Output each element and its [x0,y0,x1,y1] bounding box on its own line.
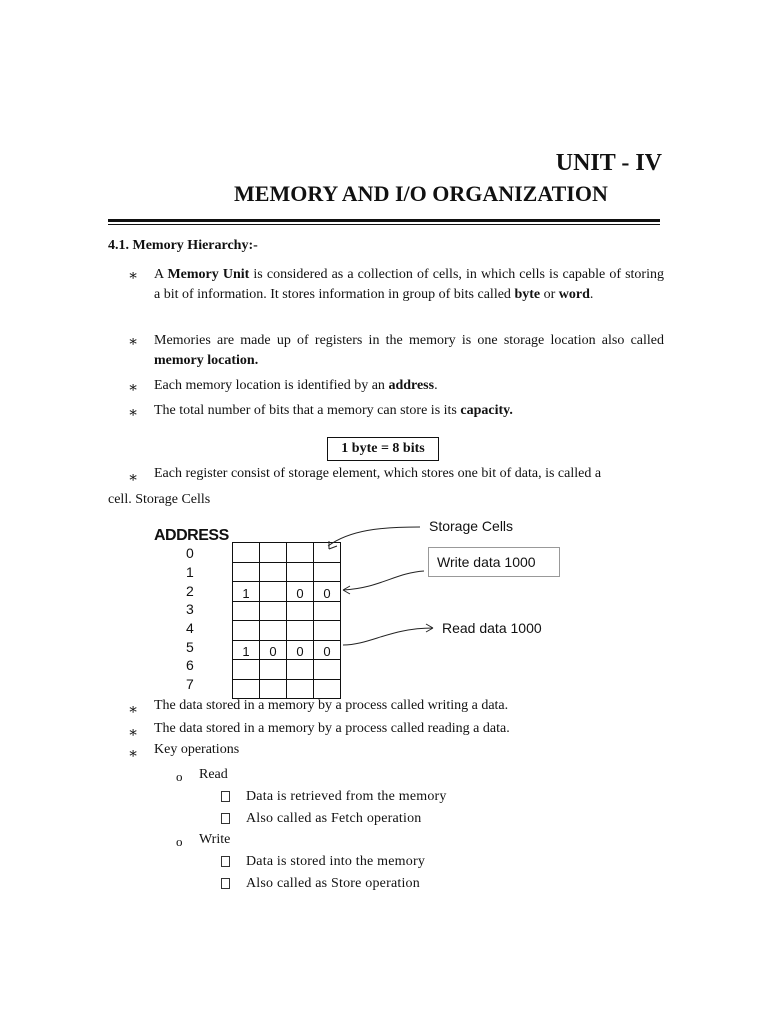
key-operations-bullet: Key operations [154,742,240,757]
address-number: 1 [186,564,194,580]
memory-cell: 0 [314,640,341,660]
memory-cell: 1 [233,582,260,602]
operation-point: Also called as Fetch operation [246,811,422,826]
writing-bullet: The data stored in a memory by a process called writing a data. [154,698,509,713]
memory-cell: 0 [314,582,341,602]
cell-bullet-line2: cell. Storage Cells [108,492,211,507]
memory-cell: 0 [287,640,314,660]
operation-point: Data is retrieved from the memory [246,789,447,804]
address-number: 2 [186,583,194,599]
operation-write: Write [199,832,231,847]
star-bullet-icon: ∗ [128,268,139,284]
formula-box: 1 byte = 8 bits [327,437,439,461]
memory-cell: 1 [233,640,260,660]
circle-bullet-icon: o [176,769,183,784]
address-number: 5 [186,639,194,655]
star-bullet-icon: ∗ [128,405,139,421]
circle-bullet-icon: o [176,834,183,849]
memory-cell: 0 [287,582,314,602]
bullet-capacity: The total number of bits that a memory can store is its capacity. [154,403,513,418]
star-bullet-icon: ∗ [128,470,139,486]
address-number: 4 [186,620,194,636]
operation-point: Data is stored into the memory [246,854,426,869]
write-data-label: Write data 1000 [428,547,560,577]
checkbox-square-icon [221,878,230,889]
checkbox-square-icon [221,813,230,824]
operation-read: Read [199,767,228,782]
address-number: 3 [186,601,194,617]
reading-bullet: The data stored in a memory by a process called reading a data. [154,721,510,736]
storage-cells-label: Storage Cells [429,518,514,534]
address-number: 6 [186,657,194,673]
checkbox-square-icon [221,791,230,802]
star-bullet-icon: ∗ [128,380,139,396]
bullet-address: Each memory location is identified by an address. [154,378,438,393]
arrow-write-data [343,571,424,590]
arrow-storage-cells [328,527,420,546]
unit-title: UNIT - IV [555,150,662,176]
section-heading: 4.1. Memory Hierarchy:- [108,238,258,253]
address-number: 7 [186,676,194,692]
read-data-label: Read data 1000 [442,620,542,636]
arrow-read-data [343,628,433,645]
bullet-memory-location: Memories are made up of registers in the memory is one storage location also called memory location. [154,333,664,368]
cell-bullet-line1: Each register consist of storage element, which stores one bit of data, is called a [154,466,602,481]
star-bullet-icon: ∗ [128,334,139,350]
operation-point: Also called as Store operation [246,876,420,891]
star-bullet-icon: ∗ [128,746,139,762]
star-bullet-icon: ∗ [128,702,139,718]
bullet-memory-unit: A Memory Unit is considered as a collection of cells, in which cells is capable of storing a bit of information. It stores information in group of bits called byte or word. [154,267,664,302]
page-title: MEMORY AND I/O ORGANIZATION [234,181,608,206]
address-number: 0 [186,545,194,561]
checkbox-square-icon [221,856,230,867]
address-label: ADDRESS [154,527,229,544]
star-bullet-icon: ∗ [128,725,139,741]
memory-cell: 0 [260,640,287,660]
